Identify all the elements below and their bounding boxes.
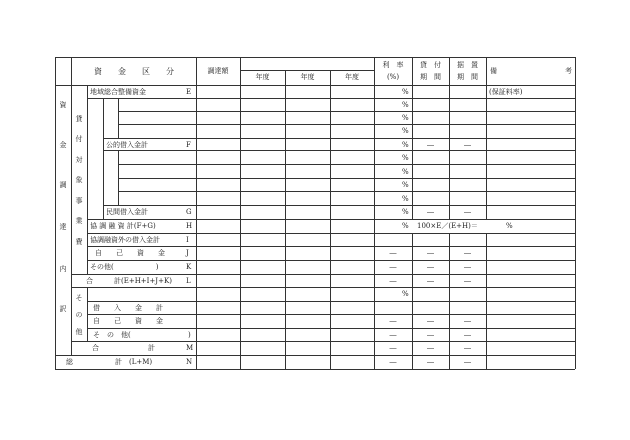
header-remarks-right: 考 [565, 67, 572, 75]
dash: ― [427, 317, 434, 325]
side-label-char: 達 [59, 223, 67, 231]
dash: ― [464, 317, 471, 325]
percent-sign: % [402, 114, 409, 122]
header-deferral-bottom: 期 間 [457, 73, 478, 81]
dash: ― [464, 141, 471, 149]
header-lend-term-bottom: 期 間 [420, 73, 441, 81]
percent-sign: % [402, 88, 409, 96]
rule [240, 57, 241, 369]
header-procurement: 調達額 [207, 67, 229, 75]
rule [87, 85, 88, 274]
rule [71, 287, 575, 288]
rule [87, 246, 575, 247]
percent-sign: % [402, 222, 409, 230]
dash: ― [464, 331, 471, 339]
dash: ― [464, 277, 471, 285]
rule [87, 219, 575, 220]
dash: ― [389, 358, 397, 366]
dash: ― [427, 208, 434, 216]
row-m-label: 合 計 [92, 344, 155, 352]
dash: ― [389, 249, 397, 257]
header-lend-term-top: 貸 付 [420, 61, 441, 69]
rule [87, 233, 575, 234]
rule [71, 341, 575, 342]
rule [87, 98, 575, 99]
dash: ― [427, 277, 434, 285]
row-l-label: 合 計(E+H+I+J+K) [86, 277, 172, 285]
row-f-code: F [186, 141, 191, 149]
percent-sign: % [402, 127, 409, 135]
percent-sign: % [402, 290, 409, 298]
percent-sign: % [402, 168, 409, 176]
header-category: 資 金 区 分 [94, 67, 174, 76]
rule [196, 57, 197, 369]
dash: ― [427, 249, 434, 257]
rule [575, 57, 576, 369]
loan-target-char: 貸 [75, 115, 83, 123]
row-f-label: 公的借入金計 [106, 141, 148, 149]
header-year-3: 年度 [345, 73, 359, 81]
rule [87, 301, 575, 302]
rule [55, 57, 56, 369]
rule [285, 70, 286, 369]
side-label-char: 調 [59, 181, 67, 189]
dash: ― [389, 344, 397, 352]
dash: ― [389, 317, 397, 325]
rule [103, 205, 575, 206]
row-n-code: N [186, 358, 193, 366]
row-k-label: その他( ) [90, 263, 159, 271]
loan-target-char: 対 [75, 156, 83, 164]
dash: ― [464, 208, 471, 216]
row-e-label: 地域総合整備資金 [90, 88, 146, 96]
row-other-other-close: ) [188, 331, 191, 339]
rule [87, 260, 575, 261]
row-other-loans-label: 借 入 金 計 [93, 304, 163, 312]
other-char: 他 [75, 328, 83, 336]
dash: ― [464, 263, 471, 271]
loan-target-char: 事 [75, 197, 83, 205]
rule [118, 98, 119, 138]
rule [103, 150, 575, 151]
dash: ― [464, 249, 471, 257]
side-label-char: 訳 [59, 305, 67, 313]
rule [118, 191, 575, 192]
row-i-label: 協調融資外の借入金計 [90, 236, 160, 244]
rule [118, 164, 575, 165]
dash: ― [464, 358, 471, 366]
rule [55, 57, 575, 58]
side-label-char: 金 [59, 141, 67, 149]
loan-target-char: 費 [75, 238, 83, 246]
dash: ― [389, 331, 397, 339]
row-j-label: 自 己 資 金 [95, 249, 165, 257]
row-other-other-label: そ の 他( [93, 331, 131, 339]
loan-target-char: 象 [75, 176, 83, 184]
header-deferral-top: 据 置 [457, 61, 478, 69]
percent-sign: % [402, 208, 409, 216]
row-k-code: K [186, 263, 192, 271]
other-char: そ [75, 294, 83, 302]
percent-sign: % [506, 222, 513, 230]
row-l-code: L [186, 277, 191, 285]
header-remarks-left: 備 [490, 67, 497, 75]
percent-sign: % [402, 181, 409, 189]
header-year-1: 年度 [255, 73, 270, 81]
loan-target-char: 業 [75, 217, 83, 225]
guarantee-note: (保証料率) [489, 88, 523, 96]
row-h-label: 協 調 融 資 計(F+G) [90, 222, 156, 230]
other-char: の [75, 311, 83, 319]
row-i-code: I [186, 236, 189, 244]
rule [87, 287, 88, 341]
rule [103, 98, 104, 219]
rule [87, 314, 575, 315]
row-n-label: 総 計 (L+M) [66, 358, 153, 366]
rule [55, 369, 575, 370]
rule [71, 274, 575, 275]
rule [118, 124, 575, 125]
rule [118, 178, 575, 179]
rule [87, 328, 575, 329]
rule [118, 111, 575, 112]
rule [103, 138, 575, 139]
header-rate-unit: (%) [386, 73, 400, 81]
rule [71, 57, 72, 355]
percent-sign: % [402, 141, 409, 149]
side-label-char: 資 [59, 101, 67, 109]
rule [486, 233, 487, 369]
row-e-code: E [186, 88, 192, 96]
rule [240, 70, 374, 71]
rule [55, 85, 575, 86]
rule [486, 57, 487, 219]
header-rate: 利 率 [382, 61, 404, 69]
dash: ― [427, 344, 434, 352]
percent-sign: % [402, 195, 409, 203]
rule [330, 70, 331, 369]
row-m-code: M [186, 344, 194, 352]
dash: ― [427, 141, 434, 149]
row-g-code: G [186, 208, 192, 216]
row-g-label: 民間借入金計 [106, 208, 148, 216]
rule [55, 355, 575, 356]
row-h-code: H [186, 222, 193, 230]
dash: ― [464, 344, 471, 352]
percent-sign: % [402, 154, 409, 162]
dash: ― [389, 277, 397, 285]
header-year-2: 年度 [300, 73, 315, 81]
side-label-char: 内 [59, 265, 67, 273]
dash: ― [427, 358, 434, 366]
row-j-code: J [186, 249, 189, 257]
loan-target-char: 付 [75, 135, 83, 143]
dash: ― [427, 263, 434, 271]
percent-sign: % [402, 101, 409, 109]
dash: ― [427, 331, 434, 339]
rule [118, 150, 119, 205]
row-h-formula: 100×E／(E+H)＝ [417, 222, 478, 230]
dash: ― [389, 263, 397, 271]
row-other-own-funds-label: 自 己 資 金 [93, 317, 163, 325]
